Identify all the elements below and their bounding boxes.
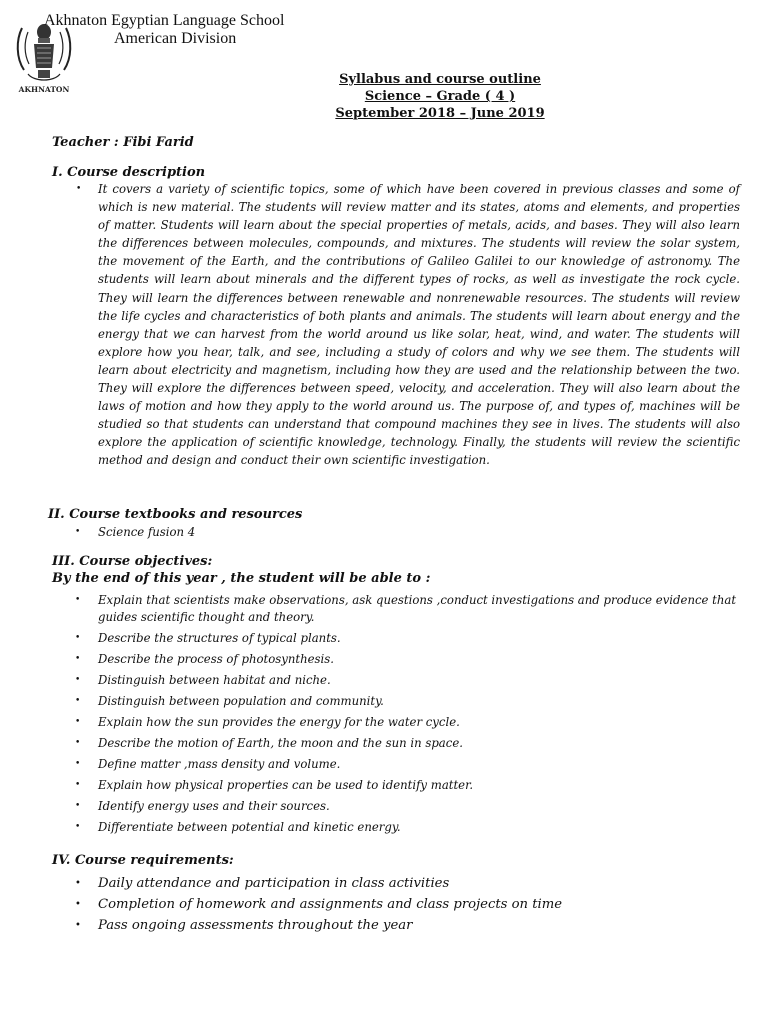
bullet-icon: • xyxy=(75,878,81,889)
requirements-list xyxy=(75,873,741,936)
bullet-icon: • xyxy=(75,738,81,748)
bullet-icon: • xyxy=(75,822,81,832)
objective-item: Identify energy uses and their sources. xyxy=(98,799,330,813)
objectives-list xyxy=(75,592,741,836)
document-titles xyxy=(300,71,580,122)
list-item xyxy=(75,873,741,894)
heading-requirements: IV. Course requirements: xyxy=(52,853,234,868)
heading-course-description: I. Course description xyxy=(52,165,206,180)
teacher-name: Teacher : Fibi Farid xyxy=(52,135,194,150)
list-item xyxy=(75,714,741,731)
requirement-item: Completion of homework and assignments and class projects on time xyxy=(98,897,563,912)
bullet-icon: • xyxy=(75,801,81,811)
heading-objectives: III. Course objectives: xyxy=(52,554,213,569)
list-item xyxy=(75,651,741,668)
bullet-icon: • xyxy=(75,527,81,537)
title-syllabus: Syllabus and course outline xyxy=(339,72,541,87)
textbook-item: Science fusion 4 xyxy=(98,525,196,539)
list-item xyxy=(75,819,741,836)
list-item xyxy=(75,798,741,815)
objective-item: Explain that scientists make observations, ask questions ,conduct investigations and produce evidence that guides scientific thought and theory. xyxy=(98,593,737,624)
list-item xyxy=(75,777,741,794)
objective-item: Differentiate between potential and kinetic energy. xyxy=(98,820,401,834)
division-name: American Division xyxy=(114,30,237,47)
bullet-icon: • xyxy=(75,696,81,706)
title-subject-grade: Science – Grade ( 4 ) xyxy=(364,89,516,104)
objective-item: Describe the structures of typical plants. xyxy=(98,631,341,645)
requirement-item: Pass ongoing assessments throughout the year xyxy=(98,918,413,933)
bullet-icon: • xyxy=(75,780,81,790)
course-description-text: It covers a variety of scientific topics, some of which have been covered in previous classes and some of which is new material. The students will review matter and its states, atoms and elements, and properties of matter. Students will learn about the special properties of metals, acids, and bases. They will also learn the differences between molecules, compounds, and mixtures. The students will review the solar system, the movement of the Earth, and the contributions of Galileo Galilei to our knowledge of astronomy. The students will learn about minerals and the different types of rocks, as well as investigate the rock cycle. They will learn the differences between renewable and nonrenewable resources. The students will review the life cycles and characteristics of both plants and animals. The students will learn about energy and the energy that we can harvest from the world around us like solar, heat, wind, and water. The students will explore how you hear, talk, and see, including a study of colors and why we see them. The students will learn about electricity and magnetism, including how they are used and the relationship between the two. They will explore the differences between speed, velocity, and acceleration. They will also learn about the laws of motion and how they apply to the world around us. The purpose of, and types of, machines will be studied so that students can understand that compound machines they see in lives. The students will also explore the application of scientific knowledge, technology. Finally, the students will review the scientific method and design and conduct their own scientific investigation. xyxy=(98,182,740,468)
objective-item: Describe the process of photosynthesis. xyxy=(98,652,334,666)
objectives-subheading: By the end of this year , the student will be able to : xyxy=(52,571,431,586)
bullet-icon: • xyxy=(75,654,81,664)
objective-item: Distinguish between population and community. xyxy=(98,694,384,708)
bullet-icon: • xyxy=(75,759,81,769)
list-item xyxy=(75,592,741,626)
list-item xyxy=(75,915,741,936)
list-item xyxy=(75,672,741,689)
bullet-icon: • xyxy=(75,899,81,910)
list-item xyxy=(75,735,741,752)
list-item xyxy=(75,894,741,915)
bullet-icon: • xyxy=(75,633,81,643)
list-item xyxy=(75,630,741,647)
list-item xyxy=(75,693,741,710)
bullet-icon: • xyxy=(75,675,81,685)
textbooks-list xyxy=(75,524,735,541)
bullet-icon: • xyxy=(75,717,81,727)
list-item xyxy=(75,756,741,773)
logo-text: AKHNATON xyxy=(18,85,70,94)
objective-item: Explain how the sun provides the energy for the water cycle. xyxy=(98,715,460,729)
requirement-item: Daily attendance and participation in class activities xyxy=(98,876,450,891)
bullet-icon: • xyxy=(75,595,81,605)
title-school-year: September 2018 – June 2019 xyxy=(335,106,545,121)
objective-item: Describe the motion of Earth, the moon and the sun in space. xyxy=(98,736,463,750)
heading-textbooks: II. Course textbooks and resources xyxy=(48,507,303,522)
bullet-icon: • xyxy=(75,920,81,931)
objective-item: Distinguish between habitat and niche. xyxy=(98,673,331,687)
objective-item: Explain how physical properties can be used to identify matter. xyxy=(98,778,474,792)
list-item xyxy=(75,524,735,541)
bullet-icon: • xyxy=(76,184,82,194)
objective-item: Define matter ,mass density and volume. xyxy=(98,757,341,771)
school-name: Akhnaton Egyptian Language School xyxy=(44,12,285,29)
